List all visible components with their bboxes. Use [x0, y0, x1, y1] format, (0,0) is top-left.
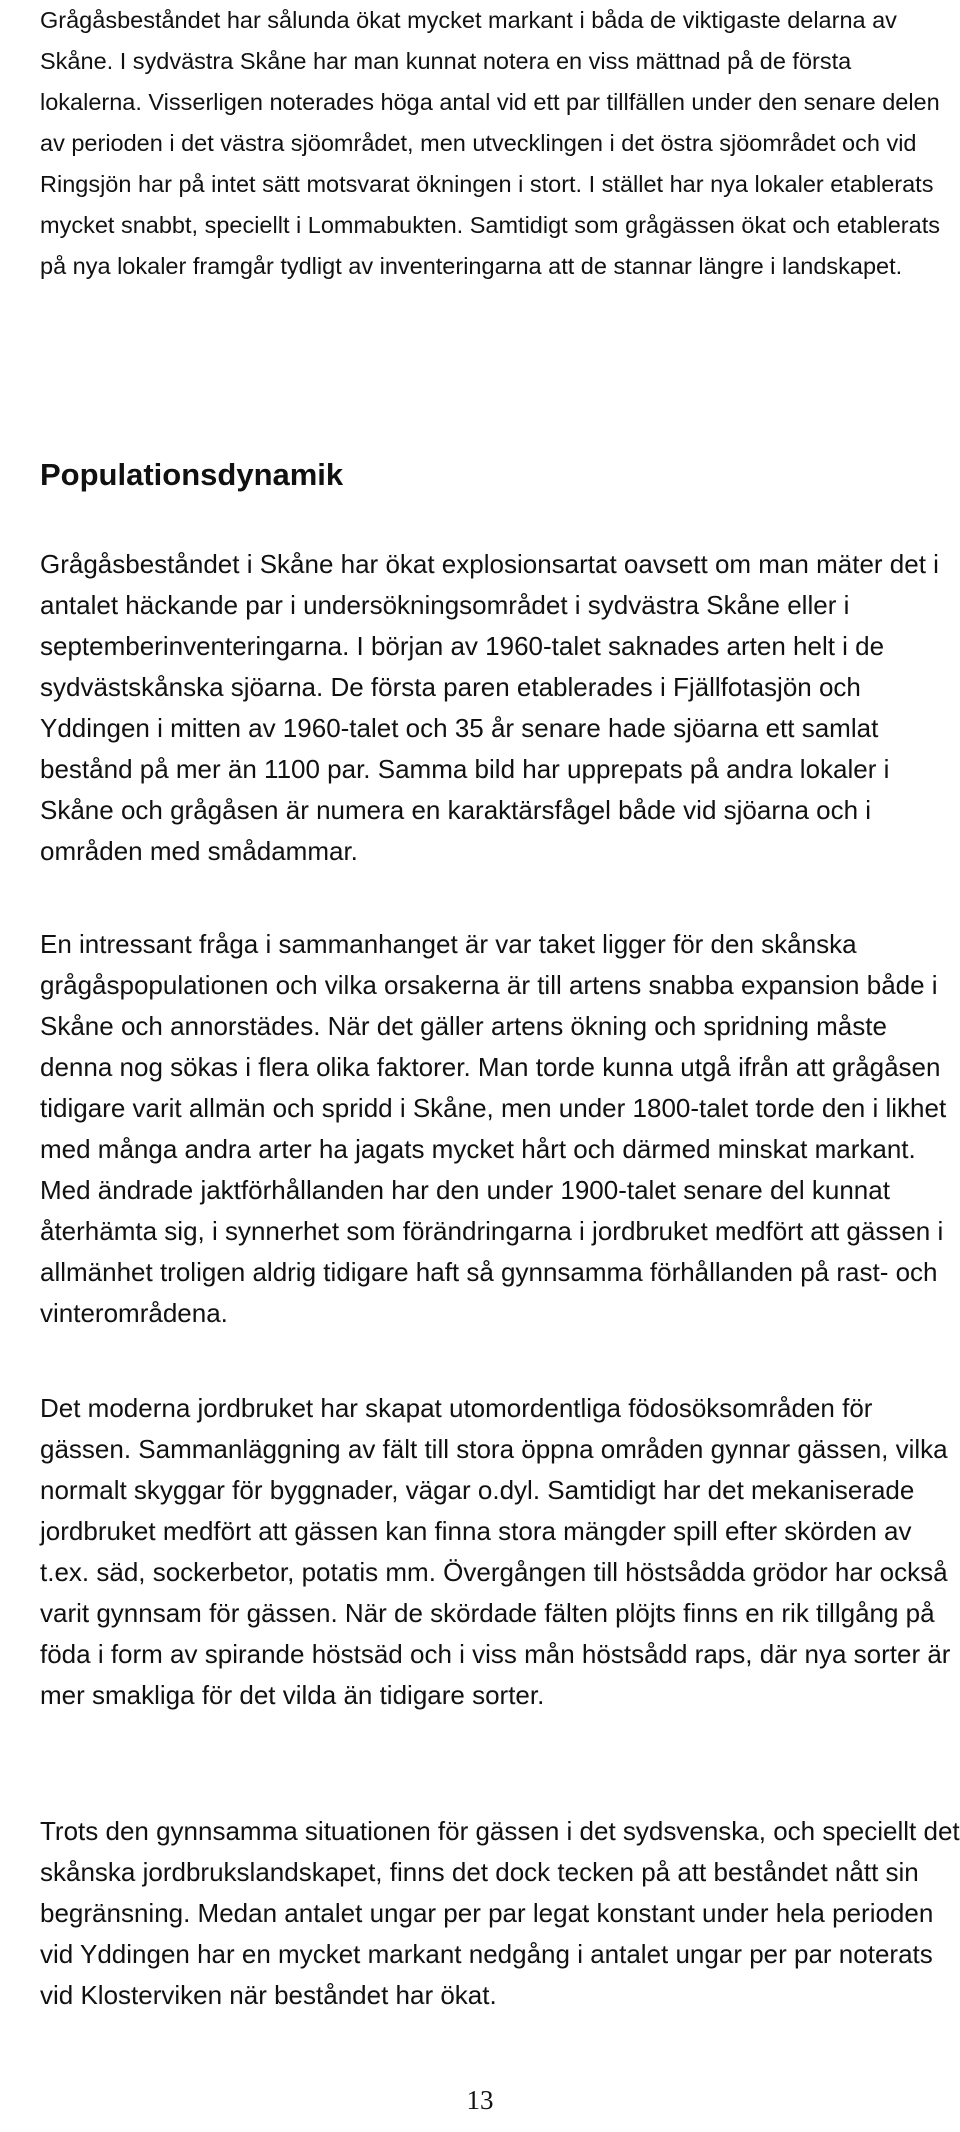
page-number: 13 [466, 2085, 494, 2115]
section-heading: Populationsdynamik [40, 457, 344, 492]
paragraph-population-growth: Grågåsbeståndet i Skåne har ökat explosionsartat oavsett om man mäter det i antalet häckande par i undersökningsområdet i sydvästra Skåne eller i septemberinventeringarna. I början av 1960-talet saknades arten helt i de sydvästskånska sjöarna. De första paren etablerades i Fjällfotasjön och Yddingen i mitten av 1960-talet och 35 år senare hade sjöarna ett samlat bestånd på mer än 1100 par. Samma bild har upprepats på andra lokaler i Skåne och grågåsen är numera en karaktärsfågel både vid sjöarna och i områden med smådammar. [40, 549, 939, 866]
paragraph-expansion-causes: En intressant fråga i sammanhanget är var taket ligger för den skånska grågåspopulationen och vilka orsakerna är till artens snabba expansion både i Skåne och annorstädes. När det gäller artens ökning och spridning måste denna nog sökas i flera olika faktorer. Man torde kunna utgå ifrån att grågåsen tidigare varit allmän och spridd i Skåne, men under 1800-talet torde den i likhet med många andra arter ha jagats mycket hårt och därmed minskat markant. Med ändrade jaktförhållanden har den under 1900-talet senare del kunnat återhämta sig, i synnerhet som förändringarna i jordbruket medfört att gässen i allmänhet troligen aldrig tidigare haft så gynnsamma förhållanden på rast- och vinterområdena. [40, 929, 947, 1328]
paragraph-modern-agriculture: Det moderna jordbruket har skapat utomordentliga födosöksområden för gässen. Sammanläggning av fält till stora öppna områden gynnar gässen, vilka normalt skyggar för byggnader, vägar o.dyl. Samtidigt har det mekaniserade jordbruket medfört att gässen kan finna stora mängder spill efter skörden av t.ex. säd, sockerbetor, potatis mm. Övergången till höstsådda grödor har också varit gynnsam för gässen. När de skördade fälten plöjts finns en rik tillgång på föda i form av spirande höstsäd och i viss mån höstsådd raps, där nya sorter är mer smakliga för det vilda än tidigare sorter. [40, 1393, 951, 1710]
paragraph-intro: Grågåsbeståndet har sålunda ökat mycket markant i båda de viktigaste delarna av Skåne. I sydvästra Skåne har man kunnat notera en viss mättnad på de första lokalerna. Visserligen noterades höga antal vid ett par tillfällen under den senare delen av perioden i det västra sjöområdet, men utvecklingen i det östra sjöområdet och vid Ringsjön har på intet sätt motsvarat ökningen i stort. I stället har nya lokaler etablerats mycket snabbt, speciellt i Lommabukten. Samtidigt som grågässen ökat och etablerats på nya lokaler framgår tydligt av inventeringarna att de stannar längre i landskapet. [40, 7, 940, 279]
paragraph-limits: Trots den gynnsamma situationen för gässen i det sydsvenska, och speciellt det skånska jordbrukslandskapet, finns det dock tecken på att beståndet nått sin begränsning. Medan antalet ungar per par legat konstant under hela perioden vid Yddingen har en mycket markant nedgång i antalet ungar per par noterats vid Klosterviken när beståndet har ökat. [40, 1816, 960, 2010]
